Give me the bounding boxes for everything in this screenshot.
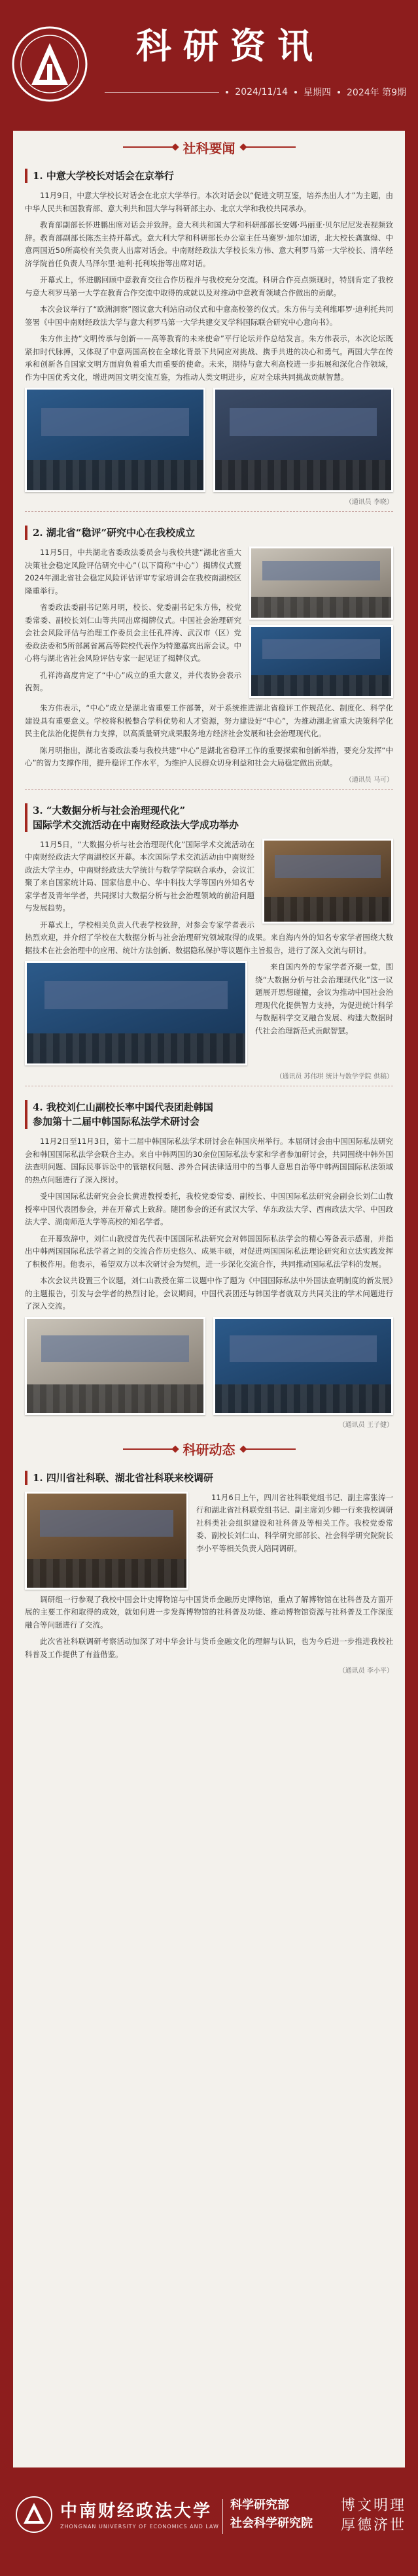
- article-title-line: 参加第十二届中韩国际私法学术研讨会: [33, 1116, 200, 1128]
- masthead-header: [0, 0, 418, 131]
- event-photo: [25, 1492, 188, 1590]
- issue-bar: [105, 84, 406, 101]
- article-credit: （通讯员 李小平）: [338, 1667, 393, 1675]
- event-photo: [25, 1317, 205, 1415]
- article-paragraph: 孔祥涛高度肯定了“中心”成立的重大意义，并代表协会表示祝贺。: [25, 670, 241, 692]
- article-title: [25, 1100, 393, 1129]
- article-title-line: 3. “大数据分析与社会治理现代化”: [33, 804, 186, 816]
- article-paragraph: 开幕式上，学校相关负责人代表学校致辞，对参会专家学者表示热烈欢迎，并介绍了学校在大数据分析与社会治理研究领域取得的成果。来自海内外的知名专家学者围绕大数据技术在社会治理中的应用、统计方法创新、数据隐私保护等议题作主旨报告，进行了深入交流与研讨。: [25, 920, 393, 955]
- event-photo: [25, 961, 247, 1065]
- article-paragraph: 在开幕致辞中，刘仁山教授首先代表中国国际私法研究会对韩国国际私法学会的精心筹备表示感谢，并指出中韩两国国际私法学者之间的交流合作历史悠久、成果丰硕，对促进两国国际私法理论研究和立法实践发挥了积极作用。他表示，希望双方以本次研讨会为契机，进一步深化交流合作，共同推动国际私法学科的发展。: [25, 1233, 393, 1269]
- event-photo: [25, 388, 205, 492]
- university-name-en: ZHONGNAN UNIVERSITY OF ECONOMICS AND LAW: [60, 2524, 219, 2530]
- divider-ornament: [123, 1448, 175, 1450]
- article-paragraph: 本次会议共设置三个议题，刘仁山教授在第二议题中作了题为《中国国际私法中外国法查明制度的新发展》的主题报告，引发与会学者的热烈讨论。会议期间，中国代表团还与韩国学者就双方共同关注的学术问题进行了深入交流。: [25, 1276, 393, 1311]
- photo-column: [262, 839, 393, 924]
- article-title: [25, 803, 393, 832]
- article-paragraph: 受中国国际私法研究会会长黄进教授委托，我校党委常委、副校长、中国国际私法研究会副会长刘仁山教授率中国代表团参会，并在开幕式上致辞。随团参会的还有武汉大学、华东政法大学、西南政法大学、中国政法大学、湖南师范大学等高校的知名学者。: [25, 1192, 393, 1226]
- issue-number: 2024年 第9期: [347, 88, 406, 98]
- photo-column: [249, 546, 393, 698]
- department-name: 科学研究部: [230, 2498, 289, 2512]
- article-divider: [25, 789, 393, 798]
- content-panel: [13, 131, 405, 2467]
- university-emblem-icon: [14, 2495, 54, 2534]
- article-paragraph: 朱方伟表示，“中心”成立是湖北省重要工作部署，对于系统推进湖北省稳评工作规范化、制度化、科学化建设具有重要意义。学校将积极整合学科优势和人才资源，努力建设好“中心”，为推动湖北省重大决策科学化民主化法治化提供有力支撑，以高质量研究成果服务地方经济社会发展和社会治理现代化。: [25, 703, 393, 738]
- bullet-icon: [294, 91, 297, 93]
- event-photo: [213, 1317, 393, 1415]
- divider-ornament: [243, 146, 296, 148]
- bullet-icon: [226, 91, 228, 93]
- article-paragraph: 来自国内外的专家学者齐聚一堂，围绕“大数据分析与社会治理现代化”这一议题展开思想碰撞，会议为推动中国社会治理现代化提供智力支持，为促进统计科学与数据科学交叉融合发展、构建大数据时代社会治理新范式贡献智慧。: [255, 962, 393, 1035]
- article-title-line: 4. 我校刘仁山副校长率中国代表团赴韩国: [33, 1101, 213, 1113]
- article-paragraph: 开幕式上，怀进鹏回顾中意教育交往合作历程并与我校充分交流。科研合作亮点频现时，特别肯定了我校与意大利罗马第一大学在教育合作交流中取得的成就以及对推动中意教育领域合作做出的贡献。: [25, 275, 393, 297]
- issue-date: 2024/11/14: [235, 87, 288, 97]
- section-header-news: [13, 131, 405, 163]
- article-credit: （通讯员 马可）: [345, 776, 393, 784]
- article-paragraph: 11月5日，“大数据分析与社会治理现代化”国际学术交流活动在中南财经政法大学南湖校区开幕。本次国际学术交流活动由中南财经政法大学主办，中南财经政法大学统计与数学学院联合承办，会议汇聚了来自国家统计局、国家信息中心、华中科技大学等国内外知名专家学者及青年学者，共同探讨大数据分析与社会治理领域的前沿问题与发展趋势。: [25, 839, 254, 912]
- photo-row: [25, 388, 393, 492]
- university-emblem-icon: [10, 12, 89, 116]
- article-paragraph: 此次省社科联调研考察活动加深了对中华会计与货币金融文化的理解与认识，也为今后进一步推进我校社科普及工作提供了有益借鉴。: [25, 1637, 393, 1659]
- article-paragraph: 教育部副部长怀进鹏出席对话会并致辞。意大利共和国大学和科研部部长安娜·玛丽亚·贝尔尼尼发表视频致辞。教育部副部长陈杰主持开幕式。意大利大学和科研部长办公室主任马赛罗·加尔加诺，北大校长龚旗煌、中意两国近50所高校有关负责人出席对话会。中南财经政法大学校长朱方伟、意大利罗马第一大学校长、清华经济学院首任负责人马泽尔里·迪利·托利埃指等出席对话。: [25, 220, 393, 268]
- issue-weekday: 星期四: [304, 88, 331, 98]
- event-photo: [249, 625, 393, 698]
- department-names: [230, 2496, 313, 2533]
- section-header-activity: [13, 1433, 405, 1465]
- article-paragraph: 11月2日至11月3日，第十二届中韩国际私法学术研讨会在韩国庆州举行。本届研讨会由中国国际私法研究会和韩国国际私法学会联合主办。来自中韩两国的30余位国际私法专家和学者参加研讨会，共同围绕中韩外国法查明问题、国际民事诉讼中的管辖权问题、涉外合同法律适用中的当事人意思自治等中韩两国国际私法领域的热点问题进行了深入探讨。: [25, 1137, 393, 1184]
- page-footer: [0, 2467, 418, 2576]
- article-paragraph: 11月5日，中共湖北省委政法委员会与我校共建“湖北省重大决策社会稳定风险评估研究中心”（以下简称“中心”）揭牌仪式暨2024年湖北省社会稳定风险评估评审专家培训会在我校南湖校区隆重举行。: [25, 548, 241, 595]
- event-photo: [262, 839, 393, 924]
- photo-row: [25, 1317, 393, 1415]
- article-paragraph: 11月9日，中意大学校长对话会在北京大学举行。本次对话会以“促进文明互鉴，培养杰出人才”为主题，由中华人民共和国教育部、意大利共和国大学与科研部主办、北京大学和我校共同承办。: [25, 191, 393, 213]
- article-credit: （通讯员 王子健）: [338, 1421, 393, 1429]
- issue-divider: [105, 92, 219, 93]
- department-name: 社会科学研究院: [230, 2517, 313, 2530]
- article-divider: [25, 511, 393, 520]
- article-title: 2. 湖北省“稳评”研究中心在我校成立: [25, 526, 393, 540]
- article-paragraph: 省委政法委副书记陈月明，校长、党委副书记朱方伟，校党委常委、副校长刘仁山等共同出席揭牌仪式。中国社会治理研究会社会风险评估与治理工作委员会主任孔祥涛、武汉市（区）党委政法委和5所部属省属高等院校代表作为特邀嘉宾出席会议。中心将与湖北省社会风险评估专家一起见证了揭牌仪式。: [25, 603, 241, 663]
- article-title: 1. 四川省社科联、湖北省社科联来校调研: [25, 1471, 393, 1485]
- article-paragraph: 陈月明指出，湖北省委政法委与我校共建“中心”是湖北省稳评工作的重要探索和创新举措，要充分发挥“中心”的智力支撑作用，提升稳评工作水平，为维护人民群众切身利益和社会大局稳定做出贡献。: [25, 745, 393, 767]
- event-photo: [213, 388, 393, 492]
- bullet-icon: [338, 91, 340, 93]
- article-paragraph: 调研组一行参观了我校中国会计史博物馆与中国货币金融历史博物馆，重点了解博物馆在社科普及方面开展的主要工作和取得的成效，就如何进一步发挥博物馆的社科普及功能、推动博物馆资源与社科普及工作深度融合等问题进行了交流。: [25, 1594, 393, 1630]
- event-photo: [249, 546, 393, 620]
- article-title-line: 国际学术交流活动在中南财经政法大学成功举办: [33, 818, 239, 831]
- article-title: 1. 中意大学校长对话会在京举行: [25, 169, 393, 183]
- article-credit: （通讯员 李晓）: [345, 499, 393, 506]
- motto-line: 博文明理: [340, 2498, 406, 2514]
- photo-column: [25, 961, 247, 1065]
- divider-ornament: [123, 146, 175, 148]
- article-paragraph: 朱方伟主持“文明传承与创新——高等教育的未来使命”平行论坛并作总结发言。朱方伟表示，本次论坛既紧扣时代脉搏，又体现了中意两国高校在全球化背景下共同应对挑战、携手共进的决心和勇气。两国大学在传承和创新各自国家文明方面肩负着重大而重要的使命。未来，期待与意大利高校进一步拓展和深化合作领域，作为中国优秀文化，增进两国文明交流互鉴，为推动人类文明进步，应对全球共同挑战贡献智慧。: [25, 334, 393, 382]
- university-name: 中南财经政法大学: [60, 2501, 213, 2521]
- photo-column: [25, 1492, 188, 1590]
- newsletter-title: 科研资讯: [136, 25, 324, 67]
- divider-ornament: [243, 1448, 296, 1450]
- article-credit: （通讯员 苏伟琪 统计与数学学院 供稿）: [275, 1073, 393, 1080]
- article-paragraph: 本次会议举行了“欧洲洞察”图议意大利站启动仪式和中意高校签约仪式。朱方伟与美利维耶罗·迪利托共同签署《中国中南财经政法大学与意大利罗马第一大学共建交叉学科国际联合研究中心意向书》。: [25, 305, 393, 327]
- section-title: 科研动态: [183, 1442, 235, 1458]
- article-paragraph: 11月6日上午，四川省社科联党组书记、副主席张涛一行和湖北省社科联党组书记、副主席刘少卿一行来我校调研社科类社会组织建设和社科普及等相关工作。我校党委常委、副校长刘仁山、科学研究部部长、社会科学研究院院长李小平等相关负责人陪同调研。: [196, 1492, 393, 1553]
- motto-line: 厚德济世: [340, 2517, 406, 2534]
- section-title: 社科要闻: [183, 140, 235, 156]
- university-motto: [341, 2496, 406, 2535]
- article-divider: [25, 1086, 393, 1095]
- footer-divider: [222, 2499, 223, 2534]
